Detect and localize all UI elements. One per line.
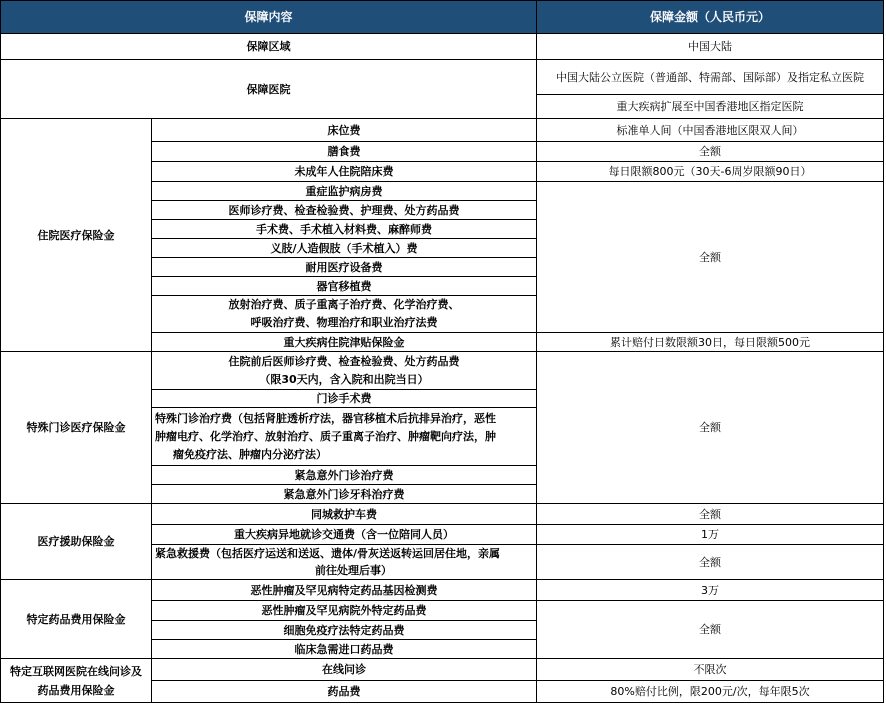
header-amount: 保障金额（人民币元） [536,0,884,34]
outpatient-item-line: （限30天内，含入院和出院当日） [259,372,429,386]
assistance-value: 全额 [536,544,884,580]
internet-category-line: 药品费用保险金 [37,683,115,697]
inpatient-item: 重症监护病房费 [151,181,537,201]
assistance-item: 同城救护车费 [151,503,537,525]
hospital-label: 保障医院 [0,59,537,119]
outpatient-item: 紧急意外门诊治疗费 [151,465,537,485]
drugs-item: 临床急需进口药品费 [151,639,537,659]
inpatient-item-line: 呼吸治疗费、物理治疗和职业治疗法费 [250,316,438,329]
outpatient-item-line: 瘤免疫疗法、肿瘤内分泌疗法） [173,447,327,461]
inpatient-item: 重大疾病住院津贴保险金 [151,332,537,352]
region-value: 中国大陆 [536,33,884,60]
outpatient-item-line: 住院前后医师诊疗费、检查检验费、处方药品费 [228,354,460,368]
internet-item: 药品费 [151,680,537,703]
inpatient-value-escort: 每日限额800元（30天-6周岁限额90日） [536,161,884,182]
internet-value: 不限次 [536,658,884,681]
inpatient-item: 义肢/人造假肢（手术植入）费 [151,238,537,258]
inpatient-item-line: 放射治疗费、质子重离子治疗费、化学治疗费、 [228,298,460,311]
outpatient-item-multiline [151,351,537,390]
assistance-value: 全额 [536,503,884,525]
inpatient-item: 床位费 [151,118,537,142]
outpatient-item-multiline [151,407,537,466]
inpatient-item: 医师诊疗费、检查检验费、护理费、处方药品费 [151,200,537,220]
inpatient-item: 器官移植费 [151,276,537,296]
drugs-category: 特定药品费用保险金 [0,579,152,659]
internet-item: 在线问诊 [151,658,537,681]
assistance-item-line: 紧急救援费（包括医疗运送和送返、遗体/骨灰送返转运回居住地，亲属 [155,547,501,560]
internet-value: 80%赔付比例，限200元/次，每年限5次 [536,680,884,703]
outpatient-item-line: 肿瘤电疗、化学治疗、放射治疗、质子重离子治疗、肿瘤靶向疗法，肿 [155,429,496,443]
outpatient-category: 特殊门诊医疗保险金 [0,351,152,504]
internet-category-line: 特定互联网医院在线问诊及 [10,664,142,678]
drugs-item: 恶性肿瘤及罕见病院外特定药品费 [151,600,537,621]
inpatient-value-allowance: 累计赔付日数限额30日，每日限额500元 [536,332,884,352]
assistance-category: 医疗援助保险金 [0,503,152,580]
inpatient-item: 耐用医疗设备费 [151,257,537,277]
assistance-item: 重大疾病异地就诊交通费（含一位陪同人员） [151,524,537,545]
drugs-value: 全额 [536,600,884,659]
drugs-item: 细胞免疫疗法特定药品费 [151,620,537,640]
hospital-value-1: 中国大陆公立医院（普通部、特需部、国际部）及指定私立医院 [536,59,884,95]
assistance-item-multiline [151,544,537,580]
drugs-value: 3万 [536,579,884,601]
inpatient-item: 手术费、手术植入材料费、麻醉师费 [151,219,537,239]
inpatient-value-bed: 标准单人间（中国香港地区限双人间） [536,118,884,142]
outpatient-item: 紧急意外门诊牙科治疗费 [151,484,537,504]
inpatient-value-meal: 全额 [536,141,884,162]
assistance-item-line: 前往处理后事） [315,564,392,577]
outpatient-item: 门诊手术费 [151,389,537,408]
region-label: 保障区域 [0,33,537,60]
inpatient-item: 膳食费 [151,141,537,162]
header-content: 保障内容 [0,0,537,34]
drugs-item: 恶性肿瘤及罕见病特定药品基因检测费 [151,579,537,601]
outpatient-item-line: 特殊门诊治疗费（包括肾脏透析疗法，器官移植术后抗排异治疗，恶性 [155,411,496,425]
outpatient-value: 全额 [536,351,884,504]
internet-category [0,658,152,703]
inpatient-value-full: 全额 [536,181,884,333]
assistance-value: 1万 [536,524,884,545]
inpatient-item-multiline [151,295,537,333]
inpatient-item: 未成年人住院陪床费 [151,161,537,182]
hospital-value-2: 重大疾病扩展至中国香港地区指定医院 [536,94,884,119]
inpatient-category: 住院医疗保险金 [0,118,152,352]
